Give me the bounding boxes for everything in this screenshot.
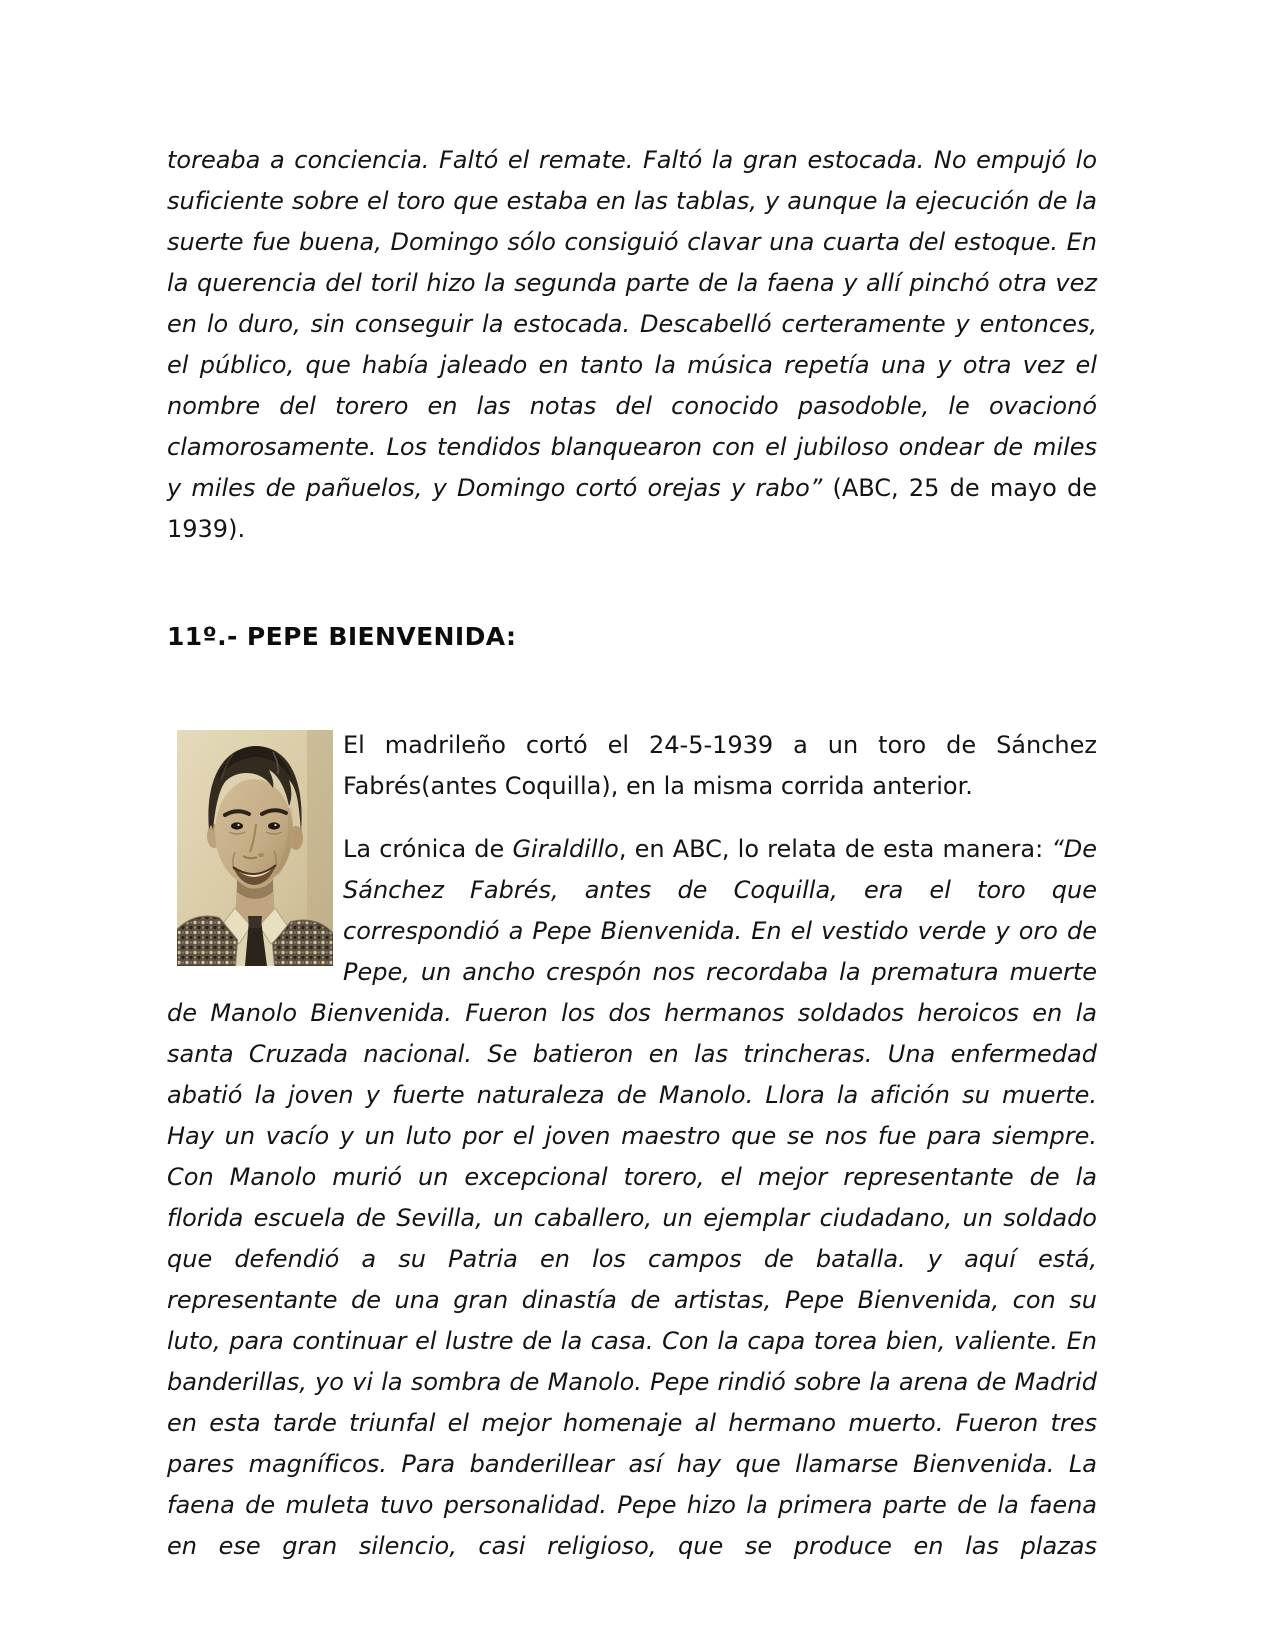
document-page [167,140,1097,1567]
section-body [167,725,1097,1567]
cronica-mid-text: , en ABC, lo relata de esta manera: [618,835,1052,863]
publication-name-text: Giraldillo [512,835,619,863]
continuation-paragraph [167,140,1097,550]
torero-portrait-image [177,730,333,966]
cronica-lead-text: La crónica de [343,835,513,863]
intro-paragraph: El madrileño cortó el 24-5-1939 a un toro de Sánchez Fabrés(antes Coquilla), en la misma corrida anterior. [343,731,1097,800]
section-heading: 11º.- PEPE BIENVENIDA: [167,622,517,651]
pepe-bienvenida-photo [177,730,333,966]
cronica-quote-text: “De Sánchez Fabrés, antes de Coquilla, era el toro que correspondió a Pepe Bienvenida. En el vestido verde y oro de Pepe, un ancho crespón nos recordaba la prematura muerte de Manolo Bienvenida. Fueron los dos hermanos soldados heroicos en la santa Cruzada nacional. Se batieron en las trincheras. Una enfermedad abatió la joven y fuerte naturaleza de Manolo. Llora la afición su muerte. Hay un vacío y un luto por el joven maestro que se nos fue para siempre. Con Manolo murió un excepcional torero, el mejor representante de la florida escuela de Sevilla, un caballero, un ejemplar ciudadano, un soldado que defendió a su Patria en los campos de batalla. y aquí está, representante de una gran dinastía de artistas, Pepe Bienvenida, con su luto, para continuar el lustre de la casa. Con la capa torea bien, valiente. En banderillas, yo vi la sombra de Manolo. Pepe rindió sobre la arena de Madrid en esta tarde triunfal el mejor homenaje al hermano muerto. Fueron tres pares magníficos. Para banderillear así hay que llamarse Bienvenida. La faena de muleta tuvo personalidad. Pepe hizo la primera parte de la faena en ese gran silencio, casi religioso, que se produce en las plazas [167,835,1098,1560]
quote-continuation-text: toreaba a conciencia. Faltó el remate. Faltó la gran estocada. No empujó lo suficiente sobre el toro que estaba en las tablas, y aunque la ejecución de la suerte fue buena, Domingo sólo consiguió clavar una cuarta del estoque. En la querencia del toril hizo la segunda parte de la faena y allí pinchó otra vez en lo duro, sin conseguir la estocada. Descabelló certeramente y entonces, el público, que había jaleado en tanto la música repetía una y otra vez el nombre del torero en las notas del conocido pasodoble, le ovacionó clamorosamente. Los tendidos blanquearon con el jubiloso ondear de miles y miles de pañuelos, y Domingo cortó orejas y rabo” [167,146,1097,502]
citation-text: (ABC, 25 de mayo de 1939). [167,474,1097,543]
